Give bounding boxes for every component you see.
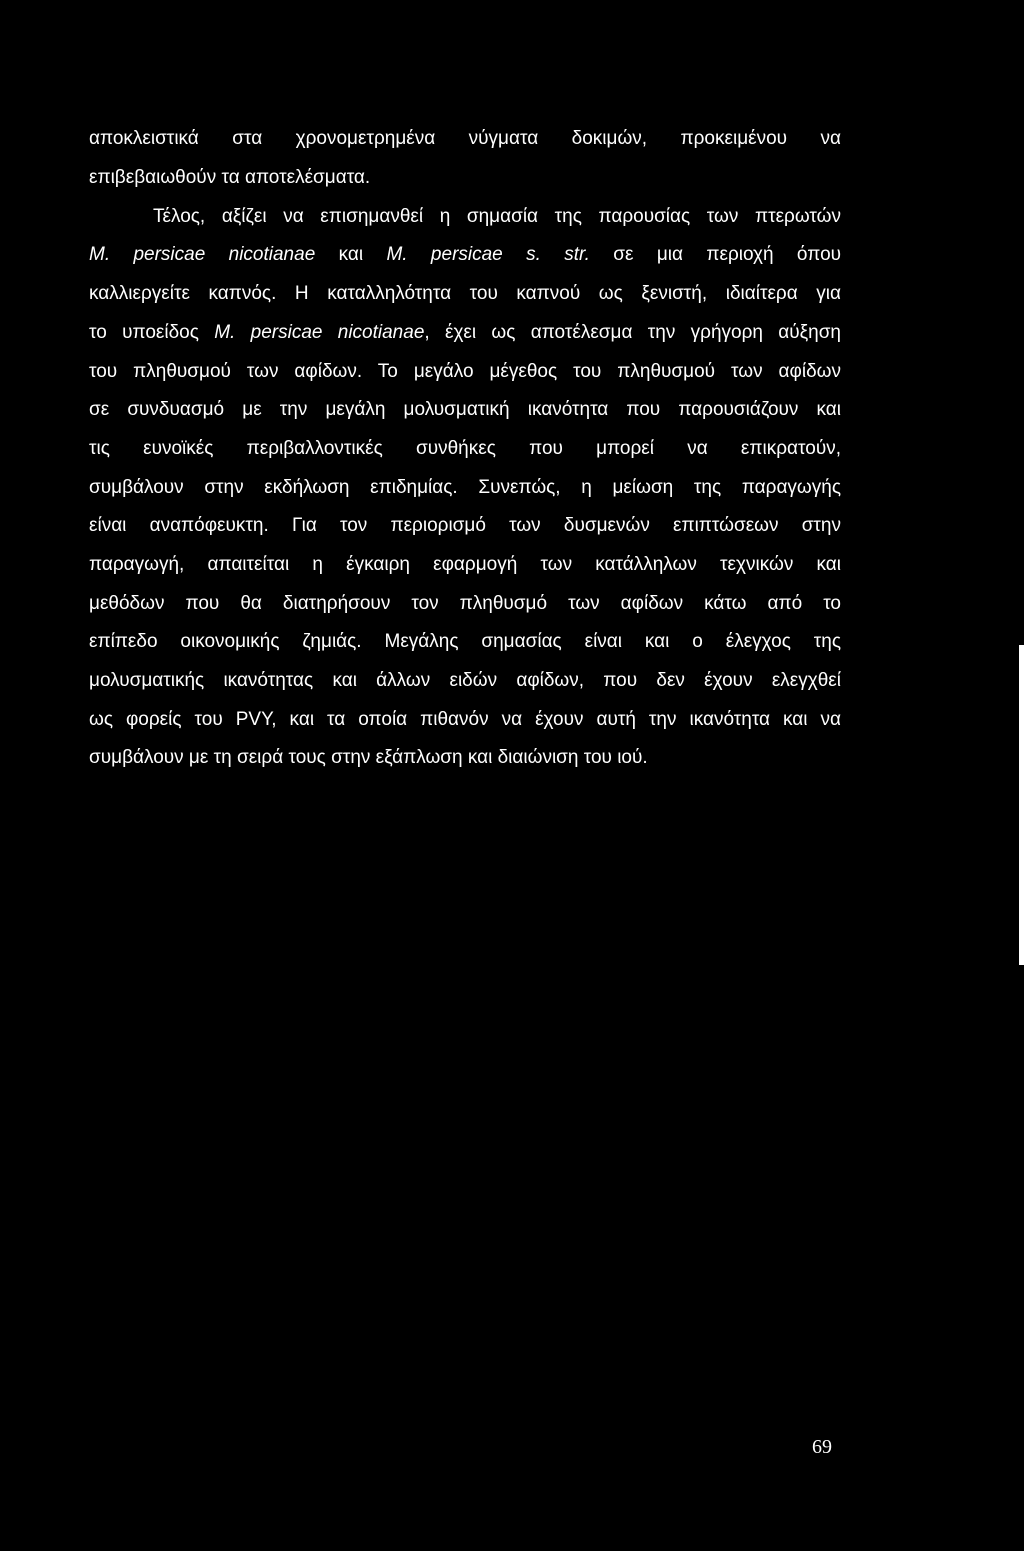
scan-edge-mark	[1019, 645, 1024, 965]
text-line: παραγωγή, απαιτείται η έγκαιρη εφαρμογή των κατάλληλων τεχνικών και	[89, 554, 841, 575]
text-span: το υποείδος	[89, 322, 215, 343]
text-line: μεθόδων που θα διατηρήσουν τον πληθυσμό των αφίδων κάτω από το	[89, 593, 841, 614]
text-line: καλλιεργείτε καπνός. Η καταλληλότητα του καπνού ως ξενιστή, ιδιαίτερα για	[89, 283, 841, 304]
text-line: είναι αναπόφευκτη. Για τον περιορισμό των δυσμενών επιπτώσεων στην	[89, 515, 841, 536]
species-name: M. persicae s. str.	[386, 244, 590, 265]
text-line: σε συνδυασμό με την μεγάλη μολυσματική ικανότητα που παρουσιάζουν και	[89, 399, 841, 420]
text-line	[89, 243, 841, 267]
text-line: τις ευνοϊκές περιβαλλοντικές συνθήκες που μπορεί να επικρατούν,	[89, 438, 841, 459]
text-line	[89, 321, 841, 345]
text-span: , έχει ως αποτέλεσμα την γρήγορη αύξηση	[424, 322, 842, 343]
text-line: συμβάλουν στην εκδήλωση επιδημίας. Συνεπώς, η μείωση της παραγωγής	[89, 477, 841, 498]
species-name: M. persicae nicotianae	[214, 322, 425, 343]
text-line: Τέλος, αξίζει να επισημανθεί η σημασία της παρουσίας των πτερωτών	[153, 206, 841, 227]
text-line: μολυσματικής ικανότητας και άλλων ειδών αφίδων, που δεν έχουν ελεγχθεί	[89, 670, 841, 691]
text-line: αποκλειστικά στα χρονομετρημένα νύγματα δοκιμών, προκειμένου να	[89, 128, 841, 149]
text-span: και	[315, 244, 387, 265]
text-line: επίπεδο οικονομικής ζημιάς. Μεγάλης σημασίας είναι και ο έλεγχος της	[89, 631, 841, 652]
text-line: επιβεβαιωθούν τα αποτελέσματα.	[89, 167, 371, 188]
species-name: M. persicae nicotianae	[89, 244, 316, 265]
text-line: συμβάλουν με τη σειρά τους στην εξάπλωση και διαιώνιση του ιού.	[89, 747, 648, 768]
text-span: σε μια περιοχή όπου	[589, 244, 842, 265]
text-line: του πληθυσμού των αφίδων. Το μεγάλο μέγεθος του πληθυσμού των αφίδων	[89, 361, 841, 382]
page-number: 69	[812, 1436, 832, 1458]
text-line: ως φορείς του PVY, και τα οποία πιθανόν να έχουν αυτή την ικανότητα και να	[89, 709, 841, 730]
